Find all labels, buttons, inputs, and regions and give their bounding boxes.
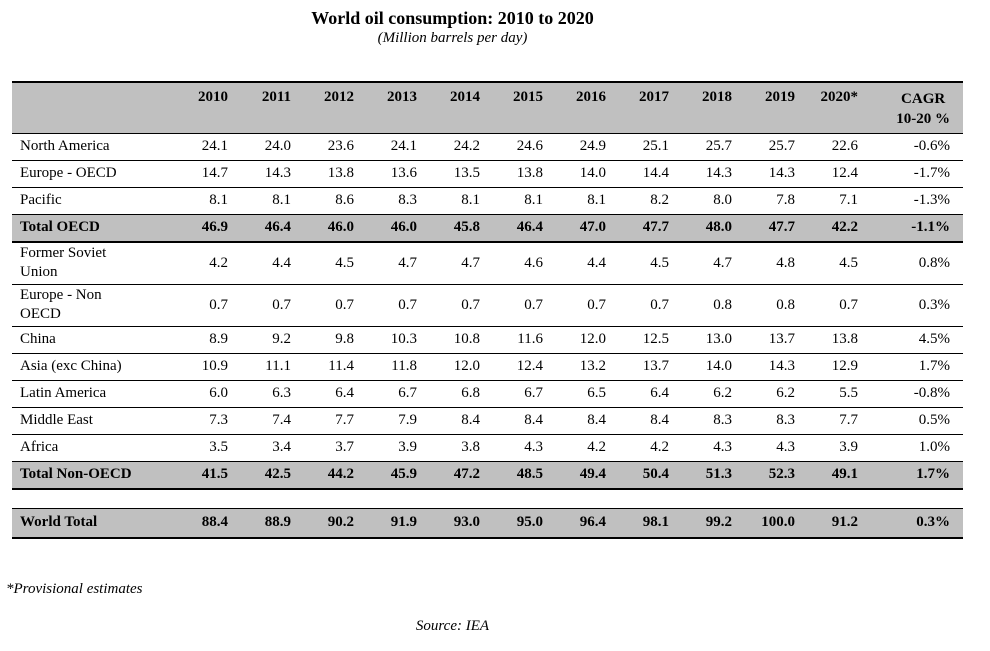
value-cell: 24.0	[238, 133, 301, 160]
value-cell: 6.4	[301, 380, 364, 407]
value-cell: 8.1	[490, 187, 553, 214]
cagr-cell: -0.8%	[868, 380, 963, 407]
value-cell: 0.7	[175, 284, 238, 326]
page-title: World oil consumption: 2010 to 2020	[311, 8, 594, 28]
year-header: 2016	[553, 82, 616, 133]
row-label: North America	[12, 133, 175, 160]
value-cell: 0.8	[679, 284, 742, 326]
value-cell: 13.2	[553, 353, 616, 380]
value-cell: 47.7	[742, 214, 805, 242]
row-label-line: OECD	[20, 306, 61, 322]
value-cell: 4.5	[301, 242, 364, 284]
value-cell: 11.1	[238, 353, 301, 380]
row-label: Asia (exc China)	[12, 353, 175, 380]
year-header: 2020*	[805, 82, 868, 133]
value-cell: 42.2	[805, 214, 868, 242]
value-cell: 95.0	[490, 508, 553, 538]
value-cell: 90.2	[301, 508, 364, 538]
value-cell: 12.0	[427, 353, 490, 380]
value-cell: 7.8	[742, 187, 805, 214]
value-cell: 6.8	[427, 380, 490, 407]
value-cell: 4.6	[490, 242, 553, 284]
cagr-cell: 0.8%	[868, 242, 963, 284]
table-row	[12, 380, 963, 407]
empty-header-cell	[12, 82, 175, 133]
value-cell: 4.8	[742, 242, 805, 284]
value-cell: 41.5	[175, 461, 238, 489]
value-cell: 4.5	[616, 242, 679, 284]
value-cell: 46.9	[175, 214, 238, 242]
value-cell: 88.9	[238, 508, 301, 538]
value-cell: 5.5	[805, 380, 868, 407]
cagr-cell: -0.6%	[868, 133, 963, 160]
row-label: Europe - OECD	[12, 160, 175, 187]
value-cell: 8.6	[301, 187, 364, 214]
year-header: 2014	[427, 82, 490, 133]
total-row	[12, 214, 963, 242]
value-cell: 52.3	[742, 461, 805, 489]
header-row	[12, 82, 963, 133]
value-cell: 9.2	[238, 326, 301, 353]
row-label	[12, 284, 175, 326]
cagr-header-block	[896, 89, 950, 129]
cagr-header-line2: 10-20 %	[896, 111, 950, 127]
value-cell: 4.3	[490, 434, 553, 461]
value-cell: 24.6	[490, 133, 553, 160]
value-cell: 24.9	[553, 133, 616, 160]
value-cell: 13.8	[301, 160, 364, 187]
value-cell: 4.2	[553, 434, 616, 461]
row-label: Middle East	[12, 407, 175, 434]
value-cell: 49.1	[805, 461, 868, 489]
table-row	[12, 353, 963, 380]
value-cell: 0.7	[364, 284, 427, 326]
value-cell: 4.3	[679, 434, 742, 461]
value-cell: 8.9	[175, 326, 238, 353]
table-row	[12, 160, 963, 187]
value-cell: 6.7	[364, 380, 427, 407]
row-label-line: Union	[20, 264, 58, 281]
value-cell: 46.4	[238, 214, 301, 242]
table-row	[12, 187, 963, 214]
year-header: 2015	[490, 82, 553, 133]
value-cell: 42.5	[238, 461, 301, 489]
cagr-cell: 1.0%	[868, 434, 963, 461]
value-cell: 48.0	[679, 214, 742, 242]
value-cell: 6.2	[742, 380, 805, 407]
table-row	[12, 242, 963, 284]
footnote: *Provisional estimates	[6, 581, 143, 597]
row-label-line: Former Soviet	[20, 245, 107, 262]
row-label: Pacific	[12, 187, 175, 214]
cagr-cell: 1.7%	[868, 353, 963, 380]
value-cell: 88.4	[175, 508, 238, 538]
value-cell: 12.9	[805, 353, 868, 380]
cagr-cell: -1.7%	[868, 160, 963, 187]
value-cell: 46.4	[490, 214, 553, 242]
value-cell: 25.1	[616, 133, 679, 160]
value-cell: 10.8	[427, 326, 490, 353]
value-cell: 4.2	[616, 434, 679, 461]
value-cell: 4.3	[742, 434, 805, 461]
value-cell: 8.3	[742, 407, 805, 434]
value-cell: 3.7	[301, 434, 364, 461]
cagr-cell: -1.1%	[868, 214, 963, 242]
value-cell: 6.2	[679, 380, 742, 407]
value-cell: 51.3	[679, 461, 742, 489]
value-cell: 24.1	[175, 133, 238, 160]
value-cell: 8.1	[553, 187, 616, 214]
table-row	[12, 284, 963, 326]
value-cell: 8.4	[616, 407, 679, 434]
value-cell: 25.7	[679, 133, 742, 160]
year-header: 2012	[301, 82, 364, 133]
year-header: 2013	[364, 82, 427, 133]
value-cell: 91.9	[364, 508, 427, 538]
value-cell: 0.7	[616, 284, 679, 326]
value-cell: 0.7	[553, 284, 616, 326]
spacer-cell	[12, 489, 963, 508]
value-cell: 46.0	[364, 214, 427, 242]
row-label	[12, 242, 175, 284]
value-cell: 12.5	[616, 326, 679, 353]
value-cell: 4.7	[427, 242, 490, 284]
spacer-row	[12, 489, 963, 508]
value-cell: 0.7	[427, 284, 490, 326]
table-row	[12, 407, 963, 434]
value-cell: 8.0	[679, 187, 742, 214]
value-cell: 12.0	[553, 326, 616, 353]
value-cell: 14.3	[742, 160, 805, 187]
value-cell: 49.4	[553, 461, 616, 489]
value-cell: 47.0	[553, 214, 616, 242]
cagr-cell: 0.5%	[868, 407, 963, 434]
value-cell: 3.4	[238, 434, 301, 461]
value-cell: 13.8	[805, 326, 868, 353]
value-cell: 100.0	[742, 508, 805, 538]
cagr-cell: 0.3%	[868, 508, 963, 538]
value-cell: 14.3	[238, 160, 301, 187]
value-cell: 14.3	[679, 160, 742, 187]
row-label: World Total	[12, 508, 175, 538]
value-cell: 22.6	[805, 133, 868, 160]
value-cell: 10.3	[364, 326, 427, 353]
value-cell: 14.0	[679, 353, 742, 380]
value-cell: 47.7	[616, 214, 679, 242]
value-cell: 93.0	[427, 508, 490, 538]
table-row	[12, 326, 963, 353]
row-label: Total OECD	[12, 214, 175, 242]
value-cell: 13.6	[364, 160, 427, 187]
value-cell: 23.6	[301, 133, 364, 160]
value-cell: 6.4	[616, 380, 679, 407]
value-cell: 3.8	[427, 434, 490, 461]
value-cell: 96.4	[553, 508, 616, 538]
value-cell: 12.4	[805, 160, 868, 187]
value-cell: 7.1	[805, 187, 868, 214]
value-cell: 8.4	[553, 407, 616, 434]
value-cell: 8.1	[175, 187, 238, 214]
table-row	[12, 133, 963, 160]
value-cell: 7.9	[364, 407, 427, 434]
cagr-cell: 1.7%	[868, 461, 963, 489]
value-cell: 99.2	[679, 508, 742, 538]
year-header: 2011	[238, 82, 301, 133]
value-cell: 13.8	[490, 160, 553, 187]
value-cell: 0.7	[301, 284, 364, 326]
year-header: 2017	[616, 82, 679, 133]
value-cell: 91.2	[805, 508, 868, 538]
value-cell: 0.8	[742, 284, 805, 326]
value-cell: 4.4	[553, 242, 616, 284]
value-cell: 44.2	[301, 461, 364, 489]
row-label: Total Non-OECD	[12, 461, 175, 489]
value-cell: 7.7	[805, 407, 868, 434]
table-row	[12, 434, 963, 461]
oil-consumption-table	[12, 81, 963, 539]
value-cell: 46.0	[301, 214, 364, 242]
value-cell: 11.4	[301, 353, 364, 380]
heading	[0, 0, 905, 48]
value-cell: 4.7	[364, 242, 427, 284]
value-cell: 14.4	[616, 160, 679, 187]
row-label: Africa	[12, 434, 175, 461]
value-cell: 3.9	[805, 434, 868, 461]
value-cell: 14.3	[742, 353, 805, 380]
cagr-cell: -1.3%	[868, 187, 963, 214]
row-label: Latin America	[12, 380, 175, 407]
cagr-cell: 4.5%	[868, 326, 963, 353]
value-cell: 6.3	[238, 380, 301, 407]
value-cell: 12.4	[490, 353, 553, 380]
value-cell: 13.7	[742, 326, 805, 353]
value-cell: 6.0	[175, 380, 238, 407]
value-cell: 8.2	[616, 187, 679, 214]
source-note: Source: IEA	[415, 618, 490, 634]
cagr-cell: 0.3%	[868, 284, 963, 326]
value-cell: 0.7	[805, 284, 868, 326]
year-header: 2019	[742, 82, 805, 133]
value-cell: 10.9	[175, 353, 238, 380]
value-cell: 14.7	[175, 160, 238, 187]
value-cell: 8.1	[238, 187, 301, 214]
value-cell: 8.4	[490, 407, 553, 434]
value-cell: 13.0	[679, 326, 742, 353]
value-cell: 0.7	[238, 284, 301, 326]
row-label-line: Europe - Non	[20, 287, 102, 303]
value-cell: 9.8	[301, 326, 364, 353]
world-total-row	[12, 508, 963, 538]
cagr-header	[868, 82, 963, 133]
value-cell: 0.7	[490, 284, 553, 326]
value-cell: 6.7	[490, 380, 553, 407]
year-header: 2018	[679, 82, 742, 133]
cagr-header-line1: CAGR	[901, 91, 946, 107]
value-cell: 8.3	[679, 407, 742, 434]
value-cell: 3.9	[364, 434, 427, 461]
value-cell: 4.2	[175, 242, 238, 284]
value-cell: 4.4	[238, 242, 301, 284]
year-header: 2010	[175, 82, 238, 133]
total-row	[12, 461, 963, 489]
value-cell: 14.0	[553, 160, 616, 187]
value-cell: 6.5	[553, 380, 616, 407]
value-cell: 8.4	[427, 407, 490, 434]
page-subtitle: (Million barrels per day)	[377, 30, 528, 46]
value-cell: 8.1	[427, 187, 490, 214]
value-cell: 11.8	[364, 353, 427, 380]
value-cell: 50.4	[616, 461, 679, 489]
value-cell: 8.3	[364, 187, 427, 214]
value-cell: 11.6	[490, 326, 553, 353]
value-cell: 7.4	[238, 407, 301, 434]
value-cell: 24.1	[364, 133, 427, 160]
value-cell: 98.1	[616, 508, 679, 538]
value-cell: 7.3	[175, 407, 238, 434]
value-cell: 4.7	[679, 242, 742, 284]
value-cell: 13.7	[616, 353, 679, 380]
value-cell: 7.7	[301, 407, 364, 434]
value-cell: 45.9	[364, 461, 427, 489]
value-cell: 24.2	[427, 133, 490, 160]
value-cell: 4.5	[805, 242, 868, 284]
value-cell: 25.7	[742, 133, 805, 160]
value-cell: 48.5	[490, 461, 553, 489]
row-label: China	[12, 326, 175, 353]
value-cell: 47.2	[427, 461, 490, 489]
value-cell: 45.8	[427, 214, 490, 242]
value-cell: 3.5	[175, 434, 238, 461]
value-cell: 13.5	[427, 160, 490, 187]
